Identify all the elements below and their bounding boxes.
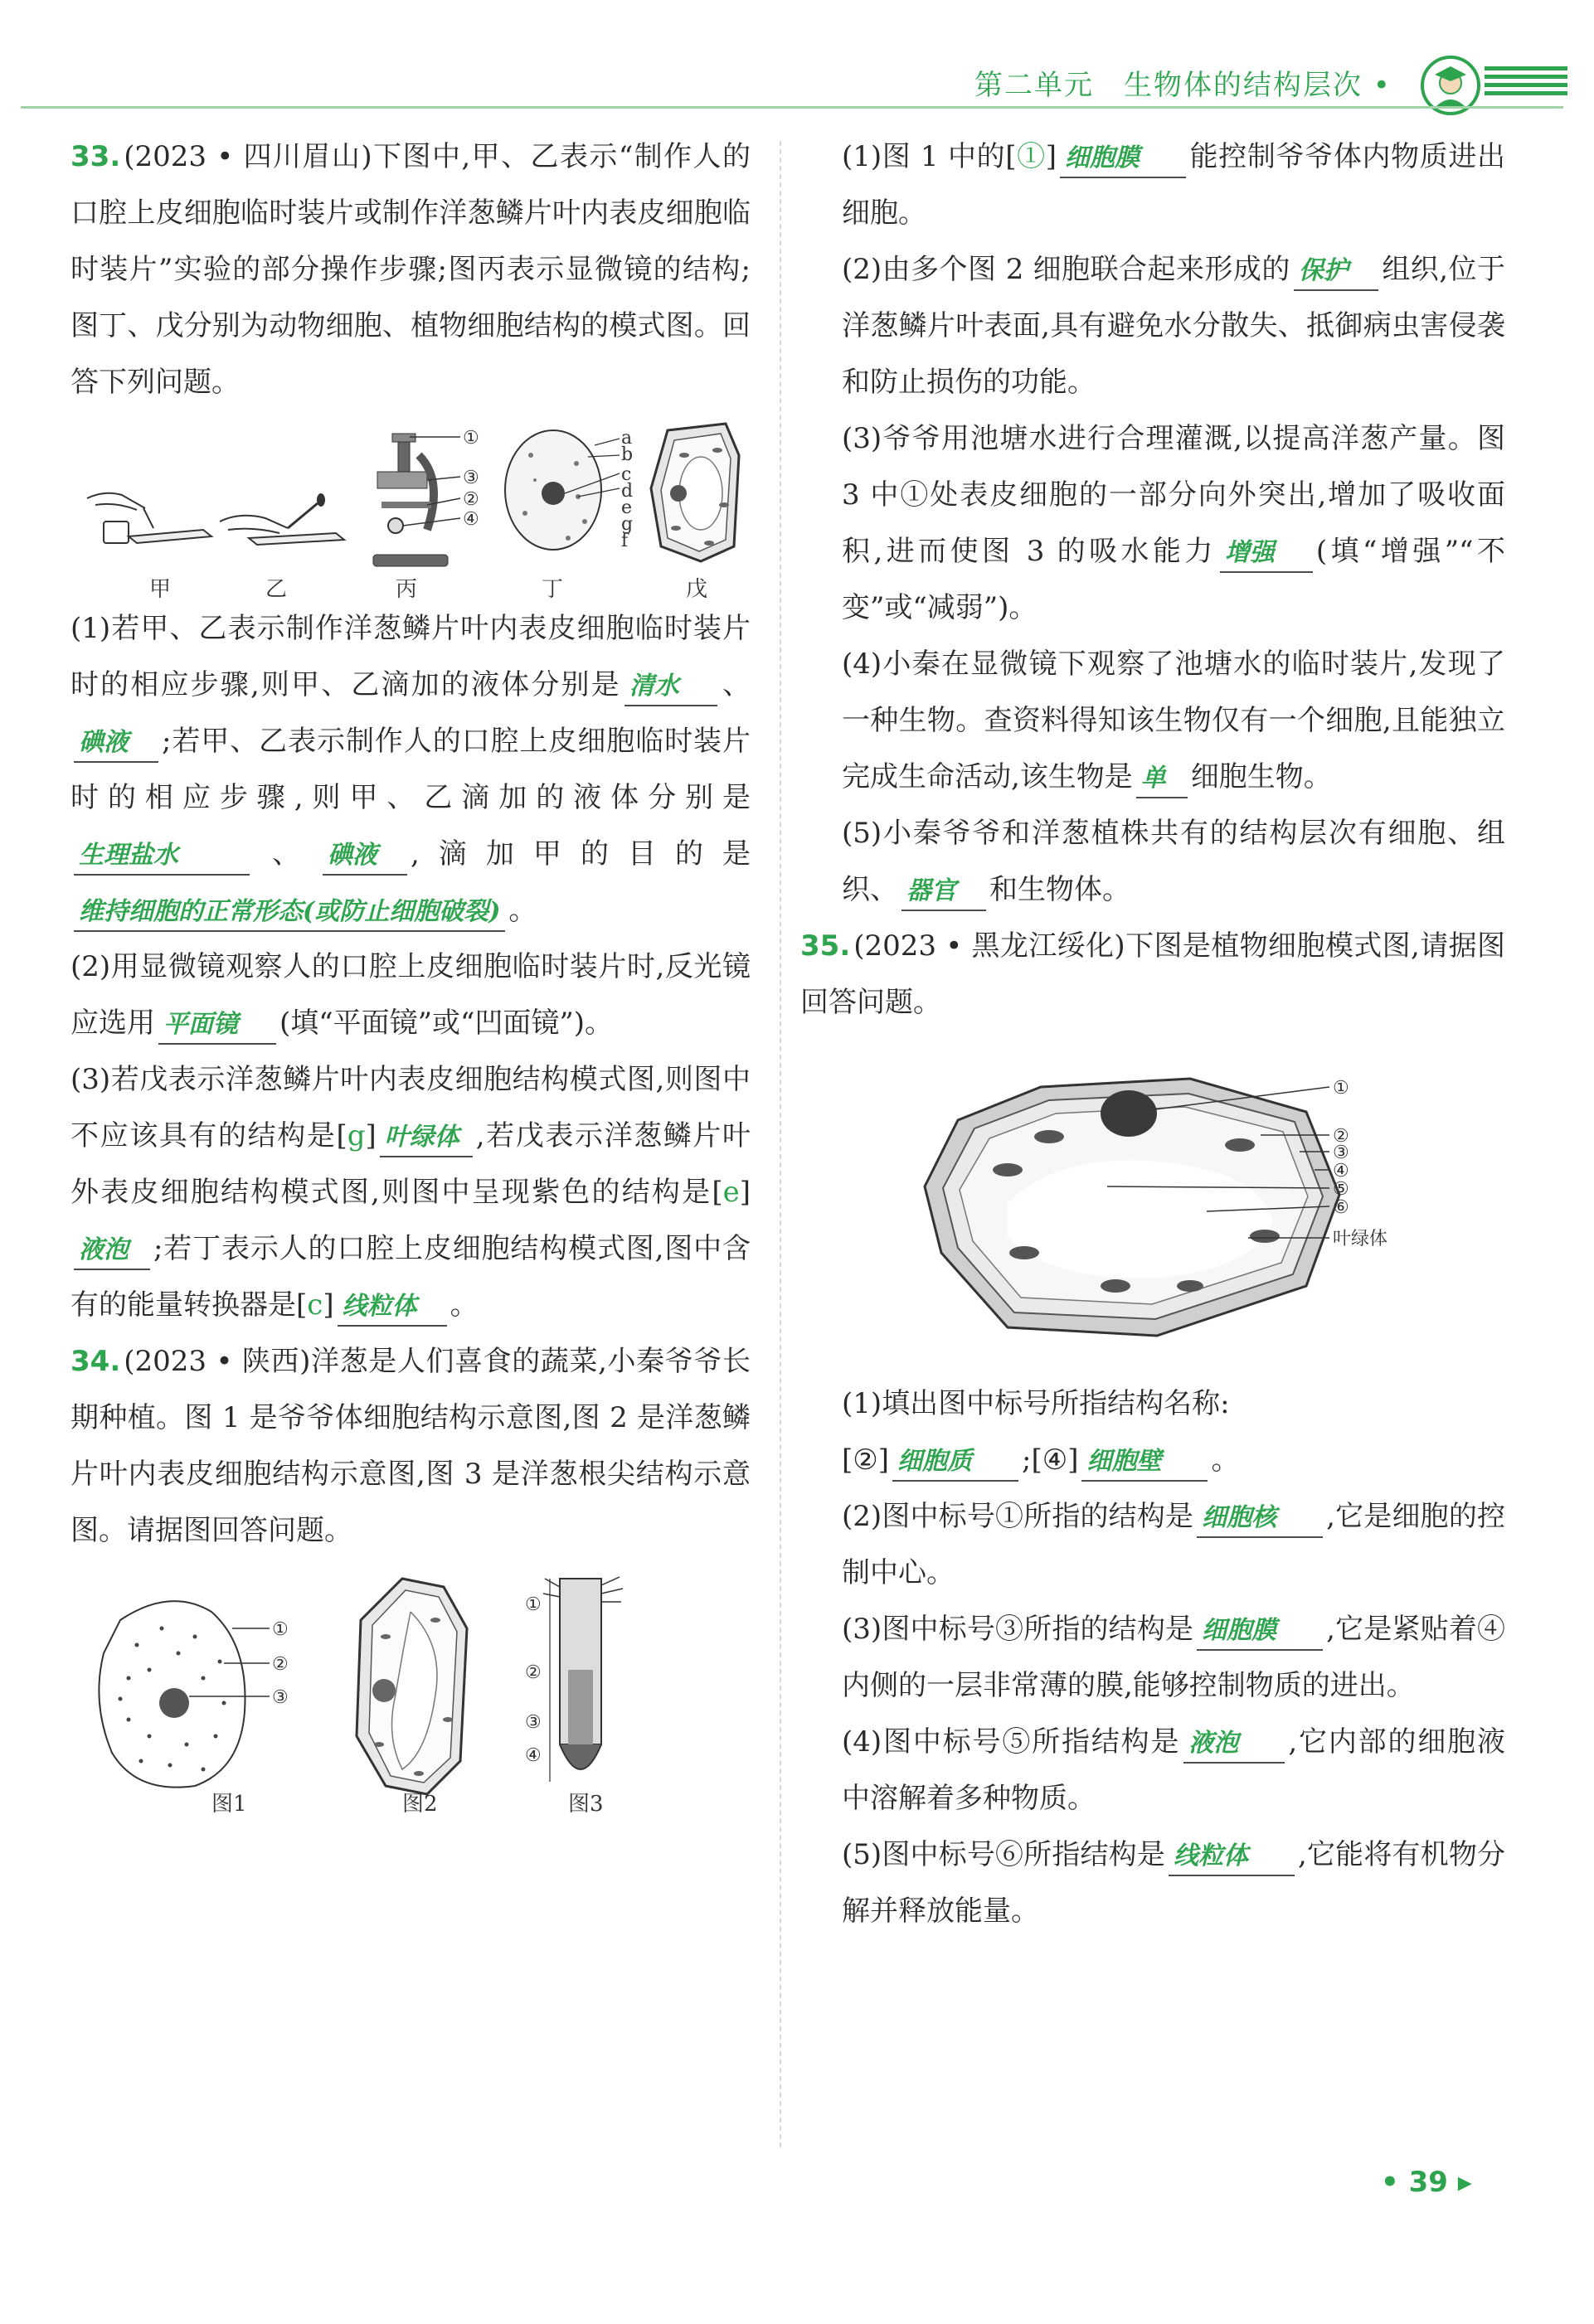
q33-p1-text-a: (1)若甲、乙表示制作洋葱鳞片叶内表皮细胞临时装片时的相应步骤,则甲、乙滴加的液体分别是 — [70, 612, 751, 701]
answer-blank: 增强 — [1220, 535, 1313, 573]
q35-p4-text-a: (4)图中标号⑤所指结构是 — [842, 1725, 1181, 1759]
q35-p3-text-a: (3)图中标号③所指的结构是 — [842, 1613, 1194, 1646]
caption-bing: 丙 — [396, 577, 418, 600]
q34-intro — [70, 1333, 751, 1559]
answer-blank: 细胞膜 — [1197, 1613, 1323, 1651]
answer-blank: 碘液 — [323, 837, 407, 876]
q34-intro-text: (2023 • 陕西)洋葱是人们喜食的蔬菜,小秦爷爷长期种植。图 1 是爷爷体细胞结构示意图,图 2 是洋葱鳞片叶内表皮细胞结构示意图,图 3 是洋葱根尖结构示意图。请据图回答问题。 — [70, 1345, 751, 1547]
q35-p1-text-b: [②] — [842, 1443, 890, 1477]
q35-p2-text-b: ,它是细胞的控制中心。 — [842, 1500, 1505, 1589]
plant-cell-illustration — [651, 424, 739, 561]
answer-blank: 碘液 — [74, 725, 158, 763]
answer-blank: 器官 — [901, 873, 986, 911]
microscope-illustration — [373, 428, 479, 566]
answer-mark: ① — [1016, 140, 1046, 173]
q34-part1 — [842, 129, 1505, 241]
caption-ding: 丁 — [542, 577, 564, 600]
q33-number: 33. — [70, 140, 121, 173]
answer-blank: 线粒体 — [1169, 1838, 1295, 1876]
q35-p5-text-a: (5)图中标号⑥所指结构是 — [842, 1838, 1166, 1871]
fig1-animal-cell — [99, 1601, 288, 1817]
q35-part1 — [842, 1375, 1505, 1488]
fig2-caption: 图2 — [402, 1792, 438, 1817]
left-column — [70, 129, 751, 1819]
q33-p1-text-c: 、 — [253, 837, 320, 871]
q34-p1-text-b: ] — [1045, 140, 1057, 173]
q35-p1-end: 。 — [1211, 1443, 1240, 1477]
q35-part3 — [842, 1601, 1505, 1714]
q33-p3-text-d: ] — [739, 1176, 751, 1209]
q33-p3-end: 。 — [450, 1288, 479, 1322]
caption-yi: 乙 — [265, 577, 288, 600]
q33-p1-text-d: ,滴加甲的目的是 — [411, 837, 751, 871]
fig1-caption: 图1 — [211, 1792, 247, 1817]
q34-part5 — [842, 805, 1505, 918]
q33-intro — [70, 129, 751, 410]
q35-mark-5: ⑤ — [1333, 1179, 1349, 1200]
fig3-mark-2: ② — [525, 1662, 542, 1683]
animal-cell-illustration — [505, 428, 633, 551]
q34-p3-text-a: (3)爷爷用池塘水进行合理灌溉,以提高洋葱产量。图 3 中①处表皮细胞的一部分向外突出,增加了吸收面积,进而使图 3 的吸水能力 — [842, 422, 1505, 568]
fig3-mark-4: ④ — [525, 1745, 542, 1766]
q34-part3 — [842, 410, 1505, 636]
unit-title: 第二单元 生物体的结构层次 • — [974, 69, 1392, 102]
answer-blank: 叶绿体 — [380, 1119, 473, 1157]
q33-part3 — [70, 1051, 751, 1333]
answer-mark: e — [722, 1176, 740, 1209]
fig3-caption: 图3 — [568, 1792, 604, 1817]
q33-p3-text-f: ] — [323, 1288, 334, 1322]
q33-part2 — [70, 939, 751, 1051]
q35-number: 35. — [800, 929, 851, 963]
q33-p3-text-e: ;若丁表示人的口腔上皮细胞结构模式图,图中含有的能量转换器是[ — [70, 1232, 751, 1322]
q35-mark-4: ④ — [1333, 1161, 1349, 1181]
page-number: • 39 ▸ — [1381, 2166, 1472, 2199]
q34-p4-text-a: (4)小秦在显微镜下观察了池塘水的临时装片,发现了一种生物。查资料得知该生物仅有一个细胞,且能独立完成生命活动,该生物是 — [842, 648, 1505, 793]
answer-blank: 细胞质 — [892, 1443, 1018, 1482]
q35-intro — [800, 918, 1505, 1031]
q35-plant-cell-illustration — [925, 1078, 1387, 1336]
q34-figure — [70, 1570, 751, 1819]
step-yi-illustration — [220, 493, 344, 545]
ding-mark-f: f — [621, 531, 629, 551]
answer-blank: 维持细胞的正常形态(或防止细胞破裂) — [74, 894, 505, 932]
q33-p3-text-b: ] — [365, 1119, 377, 1152]
answer-blank: 生理盐水 — [74, 837, 250, 876]
q35-p3-text-b: ,它是紧贴着④内侧的一层非常薄的膜,能够控制物质的进出。 — [842, 1613, 1505, 1702]
right-column — [800, 129, 1506, 1939]
bing-mark-2: ③ — [463, 468, 479, 488]
ding-mark-b: b — [621, 444, 634, 465]
q35-part4 — [842, 1714, 1505, 1827]
answer-blank: 细胞核 — [1197, 1500, 1323, 1538]
caption-jia: 甲 — [149, 577, 172, 600]
q35-intro-text: (2023 • 黑龙江绥化)下图是植物细胞模式图,请据图回答问题。 — [800, 929, 1505, 1019]
q34-p2-text-a: (2)由多个图 2 细胞联合起来形成的 — [842, 253, 1290, 286]
page-header — [0, 0, 1594, 116]
answer-blank: 保护 — [1294, 253, 1378, 291]
bing-mark-1: ① — [463, 428, 479, 449]
q33-p3-text-a: (3)若戊表示洋葱鳞片叶内表皮细胞结构模式图,则图中不应该具有的结构是[ — [70, 1063, 751, 1152]
q35-mark-3: ③ — [1333, 1143, 1349, 1163]
q34-p3-text-b: (填“增强”“不变”或“减弱”)。 — [842, 535, 1505, 624]
q34-p2-text-b: 组织,位于洋葱鳞片叶表面,具有避免水分散失、抵御病虫害侵袭和防止损伤的功能。 — [842, 253, 1505, 399]
q33-p2-text-a: (2)用显微镜观察人的口腔上皮细胞临时装片时,反光镜应选用 — [70, 950, 751, 1040]
ding-mark-e: e — [621, 497, 633, 518]
fig1-mark-3: ③ — [272, 1687, 289, 1708]
q33-intro-text: (2023 • 四川眉山)下图中,甲、乙表示“制作人的口腔上皮细胞临时装片或制作洋葱鳞片叶内表皮细胞临时装片”实验的部分操作步骤;图丙表示显微镜的结构;图丁、戊分别为动物细胞、植物细胞结构的模式图。回答下列问题。 — [70, 140, 751, 399]
q33-p1-text-b: ;若甲、乙表示制作人的口腔上皮细胞临时装片时的相应步骤,则甲、乙滴加的液体分别是 — [70, 725, 751, 814]
q34-p5-text-a: (5)小秦爷爷和洋葱植株共有的结构层次有细胞、组织、 — [842, 817, 1505, 906]
answer-blank: 单 — [1136, 760, 1188, 798]
q34-number: 34. — [70, 1345, 121, 1378]
answer-blank: 线粒体 — [338, 1288, 447, 1327]
q34-part4 — [842, 636, 1505, 805]
q33-part1 — [70, 600, 751, 939]
q35-figure — [842, 1046, 1505, 1361]
caption-wu: 戊 — [686, 577, 708, 600]
q35-mark-6: ⑥ — [1333, 1197, 1349, 1218]
q35-p5-text-b: ,它能将有机物分解并释放能量。 — [842, 1838, 1505, 1928]
q34-p4-text-b: 细胞生物。 — [1190, 760, 1332, 793]
q33-p2-text-b: (填“平面镜”或“凹面镜”)。 — [279, 1007, 614, 1040]
q35-mark-1: ① — [1333, 1078, 1349, 1099]
fig2-plant-cell — [357, 1579, 467, 1817]
q33-p1-sep: 、 — [720, 668, 751, 701]
header-stripes-icon — [1485, 65, 1567, 99]
ding-mark-g: g — [621, 514, 634, 535]
q33-figure — [70, 422, 751, 600]
column-divider — [780, 141, 781, 2147]
q35-p1-text-c: ;[④] — [1022, 1443, 1079, 1477]
q35-p2-text-a: (2)图中标号①所指的结构是 — [842, 1500, 1194, 1533]
answer-mark: c — [307, 1288, 323, 1322]
fig3-root-tip — [525, 1577, 623, 1817]
bing-mark-3: ② — [463, 489, 479, 510]
answer-blank: 液泡 — [74, 1232, 150, 1270]
ding-mark-a: a — [621, 428, 633, 449]
q35-p4-text-b: ,它内部的细胞液中溶解着多种物质。 — [842, 1725, 1505, 1815]
answer-blank: 细胞壁 — [1081, 1443, 1208, 1482]
q33-p1-end: 。 — [508, 894, 537, 927]
answer-blank: 清水 — [624, 668, 717, 706]
chloroplast-label: 叶绿体 — [1333, 1229, 1388, 1249]
answer-blank: 平面镜 — [158, 1007, 276, 1045]
q35-part2 — [842, 1488, 1505, 1601]
fig1-mark-1: ① — [272, 1619, 289, 1640]
answer-blank: 细胞膜 — [1060, 140, 1186, 178]
ding-mark-d: d — [621, 481, 634, 502]
fig3-mark-3: ③ — [525, 1712, 542, 1733]
bing-mark-4: ④ — [463, 509, 479, 530]
q34-p1-text-a: (1)图 1 中的[ — [842, 140, 1017, 173]
q34-p1-text-c: 能控制爷爷体内物质进出细胞。 — [842, 140, 1506, 230]
fig1-mark-2: ② — [272, 1654, 289, 1675]
q35-part5 — [842, 1827, 1505, 1939]
fig3-mark-1: ① — [525, 1594, 542, 1615]
q35-mark-2: ② — [1333, 1126, 1349, 1147]
q35-p1-text-a: (1)填出图中标号所指结构名称: — [842, 1387, 1230, 1420]
header-rule — [21, 106, 1563, 109]
q34-p5-text-b: 和生物体。 — [989, 873, 1130, 906]
ding-mark-c: c — [621, 464, 632, 485]
step-jia-illustration — [87, 493, 211, 543]
answer-blank: 液泡 — [1183, 1725, 1285, 1764]
q33-p3-text-c: ,若戊表示洋葱鳞片叶外表皮细胞结构模式图,则图中呈现紫色的结构是[ — [70, 1119, 751, 1209]
q34-part2 — [842, 241, 1505, 410]
answer-mark: g — [347, 1119, 366, 1152]
